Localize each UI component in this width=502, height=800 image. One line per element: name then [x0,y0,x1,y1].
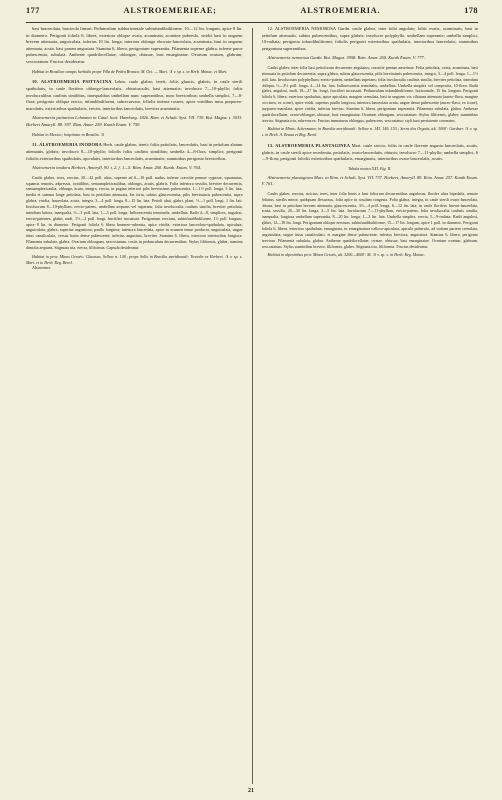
synonymy: Alstroemeria nemorosa Gardn. Bot. Magaz. 3958. Röm. Amar. 260. Kunth Enum. V. 777. [267,55,425,61]
signature-number: 21 [248,788,254,794]
species-heading-psittacina [26,79,243,112]
species-name: 13. ALSTROEMERIA PLANTAGINEA [267,143,351,149]
species-diagnosis: Mart. caule stricto; foliis in caule florente angusto lanceolatis, acutis, glabris, in caule sterili apice recedentia, petiolatis, ovato-lanceolatis, obtusis; involucro 7—11-phyllo; umbella simplici, 6—9-flora; perigonii foliolis exterioribus spathulatis, emarginatis, interioribus ovato-lanceolatis, acutis. [261,143,478,162]
species-diagnosis: Herb. caule glabro, tereti; foliis petiolatis, lanceolatis, basi in petiolum alatum attenuatis, glabris; involucro 8—10-phyllo; foliolis foliis caulinis similibus; umbella 4—8-flora, simplici; perigonii foliolis exterioribus spathulatis, apiculatis, interioribus lanceolatis, acuminatis; staminibus perigonio brevioribus. [26,142,243,161]
description-paragraph: Caulis glaber, inter folia basi petiolorum decurrente angulatus, crassitie pennae anserinae. Folia petiolata, ovata, acuminata, basi attenuata in petiolum decurrentia, supra glabra, subtus glaucescentia, pilis brevissimis pubescentia, integra, 3—4 poll. longa, 1—1½ poll. lata. Involucrum polyphyllum; erecto-patens, umbellam superans; folia involucralia caulinis similia, breviter petiolata, interdum obliqua, ½—3½ poll. longa, 4—14 lin. lata. Inflorescentia terminalis, umbellata. Umbella simplex vel composita, 10-flora. Radii glabri, angulosi, nudi, 18—27 lin. longi, fructiferi incrassati. Pedunculum infundibuliforme, horizontale, 15 lin. longum. Perigonii foliola 6, libera, exteriora spathulata, apice apiculata, margine crenulata, basi in unguem vix ciliatum attenuata (aureo-flava, margine coccinea, ex icone), apice viridi, superius paullo longiora; interiora lanceolata acuta, ungue dense pubescente (aureo-flava, ex icone), purpureo-maculata, apice viridia, inferius brevius. Stamina 6, libera, perigonium superantia. Filamenta subulata, glabra. Antherae quadrilocellatae, ovato-oblongae, obtusae, basi emarginatae. Ovarium oblongum, sexcostatum. Stylus filiformis, glaber, staminibus brevior. Stigmata tria, subrecurva. Fructus immaturus oblongus, pubescens, sexcostatus; styli basi persistente coronatus. [261,64,478,123]
plate-reference: Tabula nostra XXI. Fig. II. [348,165,392,171]
species-diagnosis: Gardn. caule glabro, inter folia angulato; foliis ovatis, acuminatis, basi in petiolum attenuatis, subtus pubescentibus, supra glabris; involucro polyphyllo, umbellam superante; umbella simplici, 10-radiata; perigonio infundibuliformi; foliolis perigonii exterioribus spathulatis, interioribus lanceolatis; staminibus perigonium superantibus. [261,26,478,51]
synonymy: Alstroemeria inodora Herbert, Amaryll. 90. t. 2. f. 1—5. Röm. Amar. 260. Kunth. Enum. V. 764. [32,165,202,171]
species-heading-nemorosa [262,26,479,52]
catchword: Alstroemer. [32,265,51,271]
left-page-number: 177 [26,6,40,15]
habitat-note: Habitat in Brasiliae campis herbidis prope Villa de Pedra Branca; M. Oct. — Mart. ♃ v. sp. s. in Herb. Monac. et Mart. [32,68,228,74]
species-diagnosis: Lehm. caule glabro, tereti; foliis glaucis, glabris, in caule sterili spathulatis, in caule florifero oblongo-lanceolatis, obtusiusculis, basi attenuatis; involucro 7—10-phyllo; foliis involucralibus caulinis similibus, inaequalibus umbellam nunc superantibus, nunc brevioribus; umbella simplici, 7—8-flora; perigonio oblique erecto, infundibuliformi, subrecurvato, foliolis intense rosseis, apice viridibus intus purpureo-maculatis, exterioribus spathulatis, erectis, interioribus lanceolatis, breviter acuminatis. [26,79,243,111]
right-column [262,26,479,784]
description-paragraph: Caulis glaber, teres, erectus, 20—42 poll. altus, superne ad 6—10 poll. nudus, inferne crassitie pennae cygneae, squamatus, squamis remotis, adpressis, ovatilibus, semiamplexicaulibus, oblongis, acutis, glabris. Folia inferiora sessilia, breviter decurrentia, semiamplexicaulia, oblonga, acuta, integra, erecta, in pagina inferiori pilis brevissimis pubescentia, 1—1½ poll. longa, 3 lin. lata, media et summa longe petiolata, basi in petiolum attenuata, bis torta, subtus glaucescentia, pilis brevissimis pubescentia, supra glabra, viridia, lanceolata, acuta, integra, 3—4 poll. longa, 8—15 lin. lata. Petioli alati, glabri, plani, ½—1 poll. longi, 1 lin. lati. Involucrum 8—10-phyllum, erecto-patens, umbellam aequans vel superans; folia involucralia caulinis similia, breviter petiolata, interdum latiora, inaequalia, ½—1 poll. lata, 1—3 poll. longa. Inflorescentia terminalis, umbellata. Radii 4—8, simplices, angulosi, erecto-patentes, glabri, nudi, 1½—2 poll. longi, fructiferi incrassati. Perigonium erectum, subinfundibuliforme, 1½ poll. longum, apice 8 lin. in diametro. Perigonii foliola 6 libera brunneo-rubentia, apice viridia, exteriora lanceolato-spathulata, apiculata, unguiculata, glabra, superius angustiora, paullo longiora; interiora lanceolata, apice in acumen tenue producta, unguiculata, ungue intus canaliculato, versus basin dense pubescente, inferius angustius, breviter. Stamina 6, libera, exteriora interioribus longiora. Filamenta subulata, glabra. Ovarium oblongum, sexcostatum, costis in pedunculum decurrentibus. Stylus filiformis, glaber, stamina dimidia aequans. Stigmata tria, erecta, filiformia. Capsula desideratur. [26,174,243,250]
right-page-number: 178 [464,6,478,15]
column-divider [252,28,253,784]
description-paragraph: Caulis glaber, erectus, strictus, teres, inter folia lineis a basi foliorum decurrentibus angulosus, florifer ultra bipedalis, remote foliatus, sterilis minor, quidquam flexuosus, folia apice in rosulam congesta. Folia glabra, integra, in caule sterili ovato-lanceolata, obtusa, basi in petiolum brevem attenuata, glaucescentia, 3½—4 poll. longa, 6—12 lin. lata; in caule florifero lineari-lanceolata, acuta, sessilia, 20—30 lin. longa, 2—5 lin. lata. Involucrum 7—11-phyllum, erecto-patens; folia involucralia caulinis similia, inaequalia, longiora umbellam superantia, 8—20 lin. longa, 1—3 lin. lata. Umbella simplex, erecta, 5—9-radiata. Radii angulosi, glabri, 12—18 lin. longi. Perigonium oblique erectum, subinfundibuliforme, 15—17 lin. longum, apice 1 poll. in diametro. Perigonii foliola 6, libera, exteriora spathulata, emarginata, in emarginatura calloso-apiculata, apiculo puberulo, ad tortiam partem crenulata, unguiculata, ungue intus canaliculato, et margine dense pubescente, inferius breviora, angustiora. Stamina 6, libera, perigonio breviora. Filamenta subulata, glabra. Antherae quadrilocellatae, ovatae, obtusae, basi emarginatae. Ovarium ovatum, glabrum, sexcostatum. Stylus staminibus brevior, filiformis, glaber. Stigmata tria, filiformia. Fructus desideratur. [261,190,478,249]
habitat-note: Habitat in Mexico; hospitatur in Brasilia. ♃ [32,131,105,137]
left-column [26,26,243,784]
description-paragraph: basi bracteolata, bracteola lineari. Pedunculum subhorizontale subinfundibuliforme, 10—12 lin. longum, apice 8 lin. in diametro. Perigonii foliola 6, libera, exteriora oblique ovata, acuminata, acumine puberulo, viridis basi in unguem brevem attenuata, unguiculata, inferius 10 lin. longa, interiora oblonge obovato-lanceolata, acuminata, basi in unguem attenuata, acuta, basi parum angustata. Stamina 6, libera, perigonium superantia. Filamenta superne glabra, inferne parce pubescentia, subulata. Antherae quadrilocellatae, oblongae, obtusae, basi emarginatae. Ovarium ovatum, glabrum, sexcostatum. Fructus desideratur. [26,26,243,64]
species-name: 10. ALSTROEMERIA PSITTACINA [32,79,112,85]
synonymy: Alstroemeria plantaginea Mart. in Röm. et Schult. Syst. VII. 737. Herbert, Amaryll. 89. Röm. Amar. 257. Kunth Enum. V. 761. [261,174,478,187]
right-running-title: ALSTROEMERIA. [300,6,381,15]
left-running-title: ALSTROEMERIEAE; [123,6,217,15]
species-heading-plantaginea [262,143,479,163]
species-heading-inodora [26,142,243,162]
habitat-note: Habitat in Minis: Ackermann; in Brasilia meridionali: Sellow n. 145. 146. 153.; Serra dos Orgaös, alt. 3000': Gardner. ♃ v. sp. s. in Herb. A. Braun et Reg. Berol. [261,126,478,138]
species-name: 11. ALSTROEMERIA INODORA [32,142,102,148]
species-name: 12. ALSTROEMERIA NEMOROSA [267,26,336,31]
habitat-note: Habitat in alpestribus prov. Minas Geraës, alt. 3200—4000': M. ♃ v. sp. s. in Herb. Reg. Monac. [267,252,426,258]
running-header [26,0,478,22]
header-rule [26,22,478,23]
habitat-note: Habitat in prov. Minas Geraës: Claussen, Sellow n. 138.; prope Sollo in Brasilia meridionali: Tweedie ex Herbert. ♃ v. sp. s. Mart. et in Herb. Reg. Berol. [26,253,243,265]
synonymy: Alstroemeria psittacina Lehmann in Catal. hort. Hamburg. 1826. Röm. et Schult. Syst. VII. 739. Bot. Magaz. t. 3033. Herbert Amaryll. 88. 397. Röm. Amar. 259. Kunth Enum. V. 759. [26,115,243,127]
two-column-body [26,26,478,784]
